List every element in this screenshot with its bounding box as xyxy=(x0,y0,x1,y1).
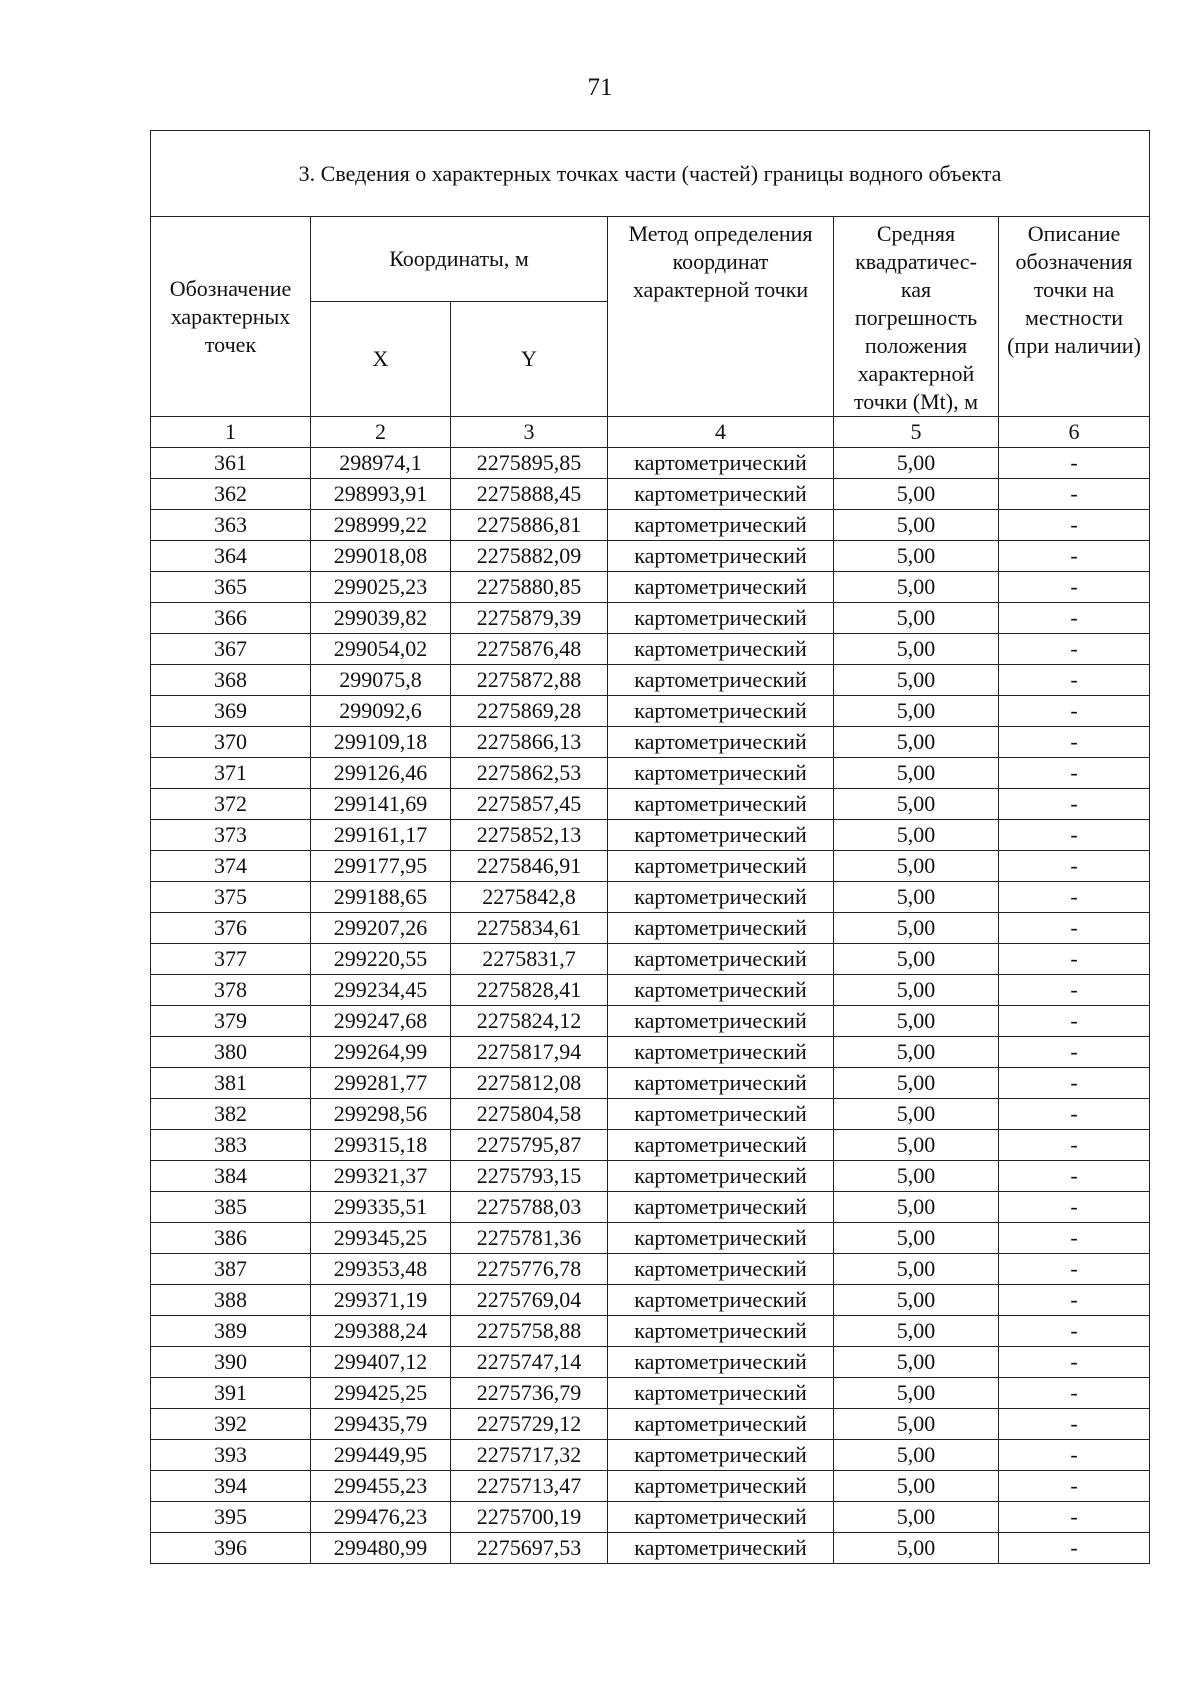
cell-description: - xyxy=(999,1254,1150,1285)
cell-point-number: 364 xyxy=(151,541,311,572)
cell-method: картометрический xyxy=(608,696,834,727)
cell-description: - xyxy=(999,1471,1150,1502)
cell-x: 299425,25 xyxy=(311,1378,451,1409)
cell-description: - xyxy=(999,634,1150,665)
cell-y: 2275697,53 xyxy=(451,1533,608,1564)
cell-method: картометрический xyxy=(608,1254,834,1285)
cell-point-number: 382 xyxy=(151,1099,311,1130)
cell-method: картометрический xyxy=(608,1378,834,1409)
column-number-row xyxy=(151,417,1150,448)
cell-mt: 5,00 xyxy=(834,1192,999,1223)
cell-mt: 5,00 xyxy=(834,727,999,758)
cell-x: 299435,79 xyxy=(311,1409,451,1440)
page-number: 71 xyxy=(587,74,613,101)
cell-x: 299126,46 xyxy=(311,758,451,789)
cell-description: - xyxy=(999,696,1150,727)
cell-y: 2275842,8 xyxy=(451,882,608,913)
cell-x: 299353,48 xyxy=(311,1254,451,1285)
cell-x: 299264,99 xyxy=(311,1037,451,1068)
table-row xyxy=(151,913,1150,944)
cell-mt: 5,00 xyxy=(834,1223,999,1254)
cell-description: - xyxy=(999,851,1150,882)
cell-method: картометрический xyxy=(608,1161,834,1192)
cell-x: 299161,17 xyxy=(311,820,451,851)
cell-y: 2275872,88 xyxy=(451,665,608,696)
cell-description: - xyxy=(999,603,1150,634)
cell-mt: 5,00 xyxy=(834,1006,999,1037)
cell-mt: 5,00 xyxy=(834,1440,999,1471)
cell-description: - xyxy=(999,1378,1150,1409)
cell-point-number: 389 xyxy=(151,1316,311,1347)
cell-y: 2275886,81 xyxy=(451,510,608,541)
cell-point-number: 390 xyxy=(151,1347,311,1378)
cell-mt: 5,00 xyxy=(834,1409,999,1440)
cell-method: картометрический xyxy=(608,820,834,851)
cell-y: 2275781,36 xyxy=(451,1223,608,1254)
cell-description: - xyxy=(999,758,1150,789)
cell-method: картометрический xyxy=(608,1285,834,1316)
cell-description: - xyxy=(999,448,1150,479)
table-row xyxy=(151,1347,1150,1378)
cell-mt: 5,00 xyxy=(834,448,999,479)
cell-y: 2275776,78 xyxy=(451,1254,608,1285)
header-coordinates: Координаты, м xyxy=(311,217,608,302)
cell-mt: 5,00 xyxy=(834,1316,999,1347)
cell-y: 2275846,91 xyxy=(451,851,608,882)
cell-method: картометрический xyxy=(608,851,834,882)
cell-description: - xyxy=(999,944,1150,975)
cell-y: 2275769,04 xyxy=(451,1285,608,1316)
cell-point-number: 384 xyxy=(151,1161,311,1192)
cell-description: - xyxy=(999,789,1150,820)
cell-x: 298993,91 xyxy=(311,479,451,510)
cell-method: картометрический xyxy=(608,1316,834,1347)
table-row xyxy=(151,1533,1150,1564)
cell-point-number: 381 xyxy=(151,1068,311,1099)
cell-method: картометрический xyxy=(608,1409,834,1440)
cell-point-number: 361 xyxy=(151,448,311,479)
cell-mt: 5,00 xyxy=(834,510,999,541)
cell-description: - xyxy=(999,510,1150,541)
cell-y: 2275862,53 xyxy=(451,758,608,789)
table-row xyxy=(151,1409,1150,1440)
cell-method: картометрический xyxy=(608,1006,834,1037)
cell-x: 298999,22 xyxy=(311,510,451,541)
table-title: 3. Сведения о характерных точках части (частей) границы водного объекта xyxy=(151,131,1150,217)
cell-y: 2275793,15 xyxy=(451,1161,608,1192)
column-number: 6 xyxy=(999,417,1150,448)
cell-x: 299407,12 xyxy=(311,1347,451,1378)
cell-point-number: 396 xyxy=(151,1533,311,1564)
cell-mt: 5,00 xyxy=(834,758,999,789)
cell-x: 299234,45 xyxy=(311,975,451,1006)
cell-x: 299018,08 xyxy=(311,541,451,572)
cell-point-number: 369 xyxy=(151,696,311,727)
cell-method: картометрический xyxy=(608,448,834,479)
cell-x: 299177,95 xyxy=(311,851,451,882)
table-row xyxy=(151,634,1150,665)
cell-method: картометрический xyxy=(608,572,834,603)
cell-mt: 5,00 xyxy=(834,1347,999,1378)
cell-mt: 5,00 xyxy=(834,1285,999,1316)
cell-x: 299480,99 xyxy=(311,1533,451,1564)
cell-mt: 5,00 xyxy=(834,541,999,572)
cell-mt: 5,00 xyxy=(834,1130,999,1161)
table-row xyxy=(151,975,1150,1006)
cell-description: - xyxy=(999,1006,1150,1037)
cell-point-number: 395 xyxy=(151,1502,311,1533)
cell-x: 299054,02 xyxy=(311,634,451,665)
cell-description: - xyxy=(999,1130,1150,1161)
cell-point-number: 387 xyxy=(151,1254,311,1285)
cell-point-number: 380 xyxy=(151,1037,311,1068)
cell-point-number: 383 xyxy=(151,1130,311,1161)
cell-description: - xyxy=(999,820,1150,851)
cell-point-number: 370 xyxy=(151,727,311,758)
cell-x: 299109,18 xyxy=(311,727,451,758)
cell-mt: 5,00 xyxy=(834,851,999,882)
cell-point-number: 394 xyxy=(151,1471,311,1502)
cell-mt: 5,00 xyxy=(834,634,999,665)
cell-description: - xyxy=(999,1440,1150,1471)
cell-x: 299476,23 xyxy=(311,1502,451,1533)
cell-mt: 5,00 xyxy=(834,975,999,1006)
cell-point-number: 373 xyxy=(151,820,311,851)
cell-mt: 5,00 xyxy=(834,1037,999,1068)
cell-x: 299141,69 xyxy=(311,789,451,820)
cell-x: 299321,37 xyxy=(311,1161,451,1192)
cell-description: - xyxy=(999,1502,1150,1533)
column-number: 1 xyxy=(151,417,311,448)
table-row xyxy=(151,479,1150,510)
cell-y: 2275869,28 xyxy=(451,696,608,727)
cell-x: 299188,65 xyxy=(311,882,451,913)
cell-point-number: 386 xyxy=(151,1223,311,1254)
cell-y: 2275831,7 xyxy=(451,944,608,975)
table-row xyxy=(151,1099,1150,1130)
cell-y: 2275729,12 xyxy=(451,1409,608,1440)
table-row xyxy=(151,851,1150,882)
cell-point-number: 374 xyxy=(151,851,311,882)
cell-description: - xyxy=(999,975,1150,1006)
table-row xyxy=(151,789,1150,820)
table-row xyxy=(151,758,1150,789)
cell-mt: 5,00 xyxy=(834,603,999,634)
cell-y: 2275895,85 xyxy=(451,448,608,479)
cell-point-number: 392 xyxy=(151,1409,311,1440)
cell-mt: 5,00 xyxy=(834,696,999,727)
table-row xyxy=(151,1285,1150,1316)
table-row xyxy=(151,1440,1150,1471)
cell-mt: 5,00 xyxy=(834,1471,999,1502)
cell-point-number: 362 xyxy=(151,479,311,510)
header-description: Описание обозначения точки на местности (при наличии) xyxy=(999,217,1150,417)
cell-mt: 5,00 xyxy=(834,572,999,603)
cell-y: 2275876,48 xyxy=(451,634,608,665)
table-row xyxy=(151,1006,1150,1037)
cell-y: 2275795,87 xyxy=(451,1130,608,1161)
cell-x: 299220,55 xyxy=(311,944,451,975)
cell-mt: 5,00 xyxy=(834,882,999,913)
cell-description: - xyxy=(999,1316,1150,1347)
cell-method: картометрический xyxy=(608,882,834,913)
cell-method: картометрический xyxy=(608,510,834,541)
cell-description: - xyxy=(999,1099,1150,1130)
table-row xyxy=(151,1502,1150,1533)
cell-point-number: 391 xyxy=(151,1378,311,1409)
table-row xyxy=(151,572,1150,603)
cell-point-number: 363 xyxy=(151,510,311,541)
cell-x: 299025,23 xyxy=(311,572,451,603)
cell-y: 2275736,79 xyxy=(451,1378,608,1409)
cell-x: 299092,6 xyxy=(311,696,451,727)
cell-x: 299455,23 xyxy=(311,1471,451,1502)
cell-y: 2275828,41 xyxy=(451,975,608,1006)
cell-description: - xyxy=(999,665,1150,696)
cell-mt: 5,00 xyxy=(834,820,999,851)
table-row xyxy=(151,1192,1150,1223)
cell-description: - xyxy=(999,1285,1150,1316)
table-row xyxy=(151,1161,1150,1192)
cell-mt: 5,00 xyxy=(834,913,999,944)
cell-mt: 5,00 xyxy=(834,479,999,510)
table-row xyxy=(151,820,1150,851)
cell-x: 299371,19 xyxy=(311,1285,451,1316)
table-row xyxy=(151,1068,1150,1099)
cell-method: картометрический xyxy=(608,1347,834,1378)
cell-description: - xyxy=(999,1037,1150,1068)
cell-method: картометрический xyxy=(608,1502,834,1533)
cell-point-number: 385 xyxy=(151,1192,311,1223)
table-row xyxy=(151,448,1150,479)
cell-point-number: 368 xyxy=(151,665,311,696)
cell-point-number: 379 xyxy=(151,1006,311,1037)
column-number: 2 xyxy=(311,417,451,448)
cell-description: - xyxy=(999,1347,1150,1378)
table-row xyxy=(151,944,1150,975)
cell-y: 2275879,39 xyxy=(451,603,608,634)
table-row xyxy=(151,603,1150,634)
column-number: 4 xyxy=(608,417,834,448)
header-y: Y xyxy=(451,301,608,416)
cell-x: 299345,25 xyxy=(311,1223,451,1254)
column-number: 3 xyxy=(451,417,608,448)
cell-method: картометрический xyxy=(608,479,834,510)
cell-x: 299247,68 xyxy=(311,1006,451,1037)
cell-y: 2275888,45 xyxy=(451,479,608,510)
cell-description: - xyxy=(999,1409,1150,1440)
cell-mt: 5,00 xyxy=(834,1378,999,1409)
cell-method: картометрический xyxy=(608,1192,834,1223)
cell-mt: 5,00 xyxy=(834,1533,999,1564)
cell-method: картометрический xyxy=(608,1130,834,1161)
characteristic-points-table xyxy=(150,130,1150,1564)
cell-method: картометрический xyxy=(608,1223,834,1254)
cell-x: 299281,77 xyxy=(311,1068,451,1099)
cell-description: - xyxy=(999,727,1150,758)
cell-point-number: 393 xyxy=(151,1440,311,1471)
cell-point-number: 371 xyxy=(151,758,311,789)
cell-y: 2275882,09 xyxy=(451,541,608,572)
cell-method: картометрический xyxy=(608,789,834,820)
cell-method: картометрический xyxy=(608,1068,834,1099)
table-row xyxy=(151,1254,1150,1285)
cell-description: - xyxy=(999,1161,1150,1192)
cell-y: 2275852,13 xyxy=(451,820,608,851)
column-number: 5 xyxy=(834,417,999,448)
cell-y: 2275824,12 xyxy=(451,1006,608,1037)
header-mean-square-error: Средняя квадратичес-кая погрешность положения характерной точки (Mt), м xyxy=(834,217,999,417)
cell-method: картометрический xyxy=(608,1533,834,1564)
cell-y: 2275880,85 xyxy=(451,572,608,603)
header-point-designation: Обозначение характерных точек xyxy=(151,217,311,417)
cell-point-number: 378 xyxy=(151,975,311,1006)
table-row xyxy=(151,1037,1150,1068)
cell-description: - xyxy=(999,913,1150,944)
cell-y: 2275812,08 xyxy=(451,1068,608,1099)
table-row xyxy=(151,1316,1150,1347)
cell-description: - xyxy=(999,882,1150,913)
table-row xyxy=(151,1223,1150,1254)
header-x: X xyxy=(311,301,451,416)
cell-x: 298974,1 xyxy=(311,448,451,479)
cell-mt: 5,00 xyxy=(834,1068,999,1099)
table-row xyxy=(151,510,1150,541)
cell-y: 2275713,47 xyxy=(451,1471,608,1502)
cell-y: 2275857,45 xyxy=(451,789,608,820)
cell-description: - xyxy=(999,479,1150,510)
cell-mt: 5,00 xyxy=(834,1161,999,1192)
table-row xyxy=(151,1378,1150,1409)
cell-method: картометрический xyxy=(608,975,834,1006)
table-row xyxy=(151,1130,1150,1161)
cell-method: картометрический xyxy=(608,603,834,634)
cell-method: картометрический xyxy=(608,1037,834,1068)
cell-y: 2275747,14 xyxy=(451,1347,608,1378)
cell-method: картометрический xyxy=(608,541,834,572)
cell-mt: 5,00 xyxy=(834,789,999,820)
cell-x: 299298,56 xyxy=(311,1099,451,1130)
cell-description: - xyxy=(999,1223,1150,1254)
table-row xyxy=(151,696,1150,727)
cell-point-number: 388 xyxy=(151,1285,311,1316)
cell-mt: 5,00 xyxy=(834,1502,999,1533)
cell-x: 299388,24 xyxy=(311,1316,451,1347)
cell-description: - xyxy=(999,1192,1150,1223)
cell-point-number: 376 xyxy=(151,913,311,944)
cell-mt: 5,00 xyxy=(834,944,999,975)
cell-description: - xyxy=(999,1533,1150,1564)
cell-x: 299449,95 xyxy=(311,1440,451,1471)
cell-y: 2275817,94 xyxy=(451,1037,608,1068)
cell-method: картометрический xyxy=(608,758,834,789)
cell-x: 299207,26 xyxy=(311,913,451,944)
cell-point-number: 372 xyxy=(151,789,311,820)
cell-mt: 5,00 xyxy=(834,1254,999,1285)
cell-description: - xyxy=(999,541,1150,572)
cell-y: 2275700,19 xyxy=(451,1502,608,1533)
cell-y: 2275804,58 xyxy=(451,1099,608,1130)
cell-description: - xyxy=(999,572,1150,603)
cell-point-number: 377 xyxy=(151,944,311,975)
table-row xyxy=(151,665,1150,696)
cell-x: 299075,8 xyxy=(311,665,451,696)
cell-y: 2275834,61 xyxy=(451,913,608,944)
cell-y: 2275758,88 xyxy=(451,1316,608,1347)
cell-x: 299335,51 xyxy=(311,1192,451,1223)
cell-point-number: 367 xyxy=(151,634,311,665)
table-row xyxy=(151,882,1150,913)
cell-mt: 5,00 xyxy=(834,665,999,696)
cell-method: картометрический xyxy=(608,1099,834,1130)
cell-method: картометрический xyxy=(608,1440,834,1471)
cell-method: картометрический xyxy=(608,727,834,758)
cell-point-number: 375 xyxy=(151,882,311,913)
table-row xyxy=(151,727,1150,758)
cell-point-number: 366 xyxy=(151,603,311,634)
cell-mt: 5,00 xyxy=(834,1099,999,1130)
cell-y: 2275717,32 xyxy=(451,1440,608,1471)
cell-method: картометрический xyxy=(608,913,834,944)
cell-method: картометрический xyxy=(608,1471,834,1502)
cell-method: картометрический xyxy=(608,665,834,696)
cell-description: - xyxy=(999,1068,1150,1099)
cell-method: картометрический xyxy=(608,634,834,665)
table-row xyxy=(151,541,1150,572)
cell-point-number: 365 xyxy=(151,572,311,603)
cell-x: 299315,18 xyxy=(311,1130,451,1161)
table-row xyxy=(151,1471,1150,1502)
cell-method: картометрический xyxy=(608,944,834,975)
header-method: Метод определения координат характерной точки xyxy=(608,217,834,417)
cell-y: 2275866,13 xyxy=(451,727,608,758)
table-body xyxy=(151,448,1150,1564)
cell-y: 2275788,03 xyxy=(451,1192,608,1223)
cell-x: 299039,82 xyxy=(311,603,451,634)
